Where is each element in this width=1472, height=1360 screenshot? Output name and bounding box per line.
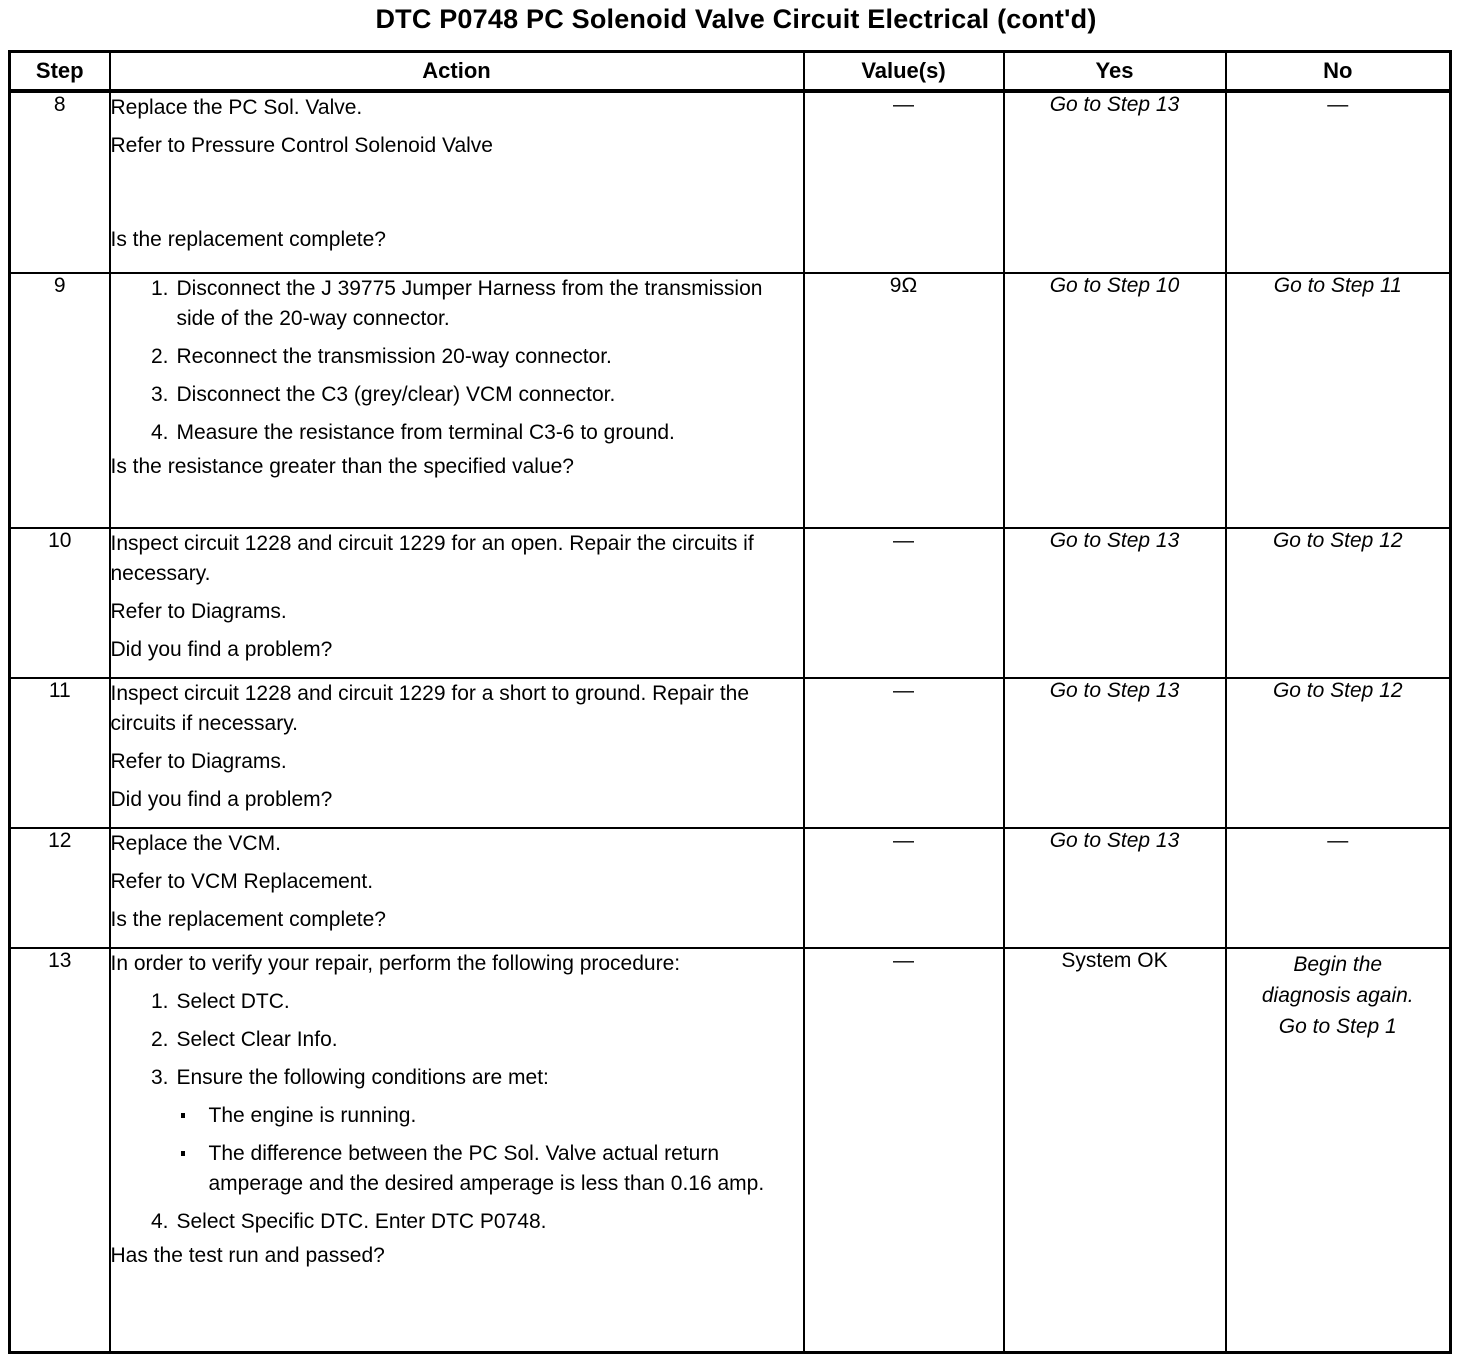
action-question: Is the replacement complete? — [110, 228, 386, 251]
value-text: — — [893, 679, 914, 702]
list-item — [111, 342, 803, 372]
table-row — [10, 528, 1451, 678]
list-number: 3. — [150, 383, 169, 406]
list-number: 1. — [150, 277, 169, 300]
no-text: — — [1327, 93, 1349, 116]
action-cell — [110, 273, 804, 528]
value-text: — — [893, 829, 914, 852]
action-question: Did you find a problem? — [110, 788, 333, 811]
column-header-action: Action — [110, 52, 804, 92]
action-question: Has the test run and passed? — [110, 1244, 385, 1267]
value-cell — [804, 528, 1004, 678]
no-cell — [1226, 828, 1451, 948]
list-item — [111, 274, 803, 334]
column-header-step: Step — [10, 52, 110, 92]
no-cell — [1226, 91, 1451, 273]
no-cell: Go to Step 12 — [1226, 678, 1451, 828]
action-cell — [110, 678, 804, 828]
condition-list — [111, 1101, 803, 1199]
yes-cell: Go to Step 13 — [1004, 828, 1226, 948]
value-cell — [804, 948, 1004, 1352]
table-row — [10, 948, 1451, 1352]
action-line: Refer to VCM Replacement. — [110, 870, 374, 893]
action-cell — [110, 948, 804, 1352]
no-cell — [1226, 948, 1451, 1352]
list-text: Select Specific DTC. Enter DTC P0748. — [176, 1210, 547, 1233]
column-header-no: No — [1226, 52, 1451, 92]
diagnostic-table — [8, 50, 1452, 1354]
page-title: DTC P0748 PC Solenoid Valve Circuit Electrical (cont'd) — [375, 4, 1097, 34]
table-row — [10, 828, 1451, 948]
action-line: Inspect circuit 1228 and circuit 1229 for an open. Repair the circuits if necessary. — [110, 532, 754, 585]
step-number: 13 — [10, 948, 110, 1352]
condition-item — [111, 1101, 803, 1131]
list-number: 4. — [150, 1210, 169, 1233]
list-item — [111, 1025, 803, 1055]
yes-cell: Go to Step 10 — [1004, 273, 1226, 528]
step-number: 12 — [10, 828, 110, 948]
table-header-row — [10, 52, 1451, 92]
column-header-yes: Yes — [1004, 52, 1226, 92]
yes-cell: Go to Step 13 — [1004, 91, 1226, 273]
action-cell — [110, 528, 804, 678]
procedure-list — [111, 1207, 803, 1237]
list-text: Disconnect the J 39775 Jumper Harness from the transmission side of the 20-way connector. — [176, 277, 763, 330]
table-row — [10, 273, 1451, 528]
table-row — [10, 91, 1451, 273]
yes-cell: Go to Step 13 — [1004, 528, 1226, 678]
condition-item — [111, 1139, 803, 1199]
no-line: Go to Step 1 — [1278, 1015, 1397, 1038]
action-line: Refer to Diagrams. — [110, 600, 287, 623]
value-cell — [804, 828, 1004, 948]
action-line: Refer to Pressure Control Solenoid Valve — [110, 134, 493, 157]
list-text: Select Clear Info. — [176, 1028, 338, 1051]
value-cell — [804, 273, 1004, 528]
step-number: 9 — [10, 273, 110, 528]
action-question: Is the replacement complete? — [110, 908, 386, 931]
procedure-list — [111, 987, 803, 1093]
no-line: diagnosis again. — [1261, 984, 1414, 1007]
action-line: Refer to Diagrams. — [110, 750, 287, 773]
list-number: 1. — [150, 990, 169, 1013]
value-text: — — [893, 529, 914, 552]
action-line: Inspect circuit 1228 and circuit 1229 for a short to ground. Repair the circuits if necessary. — [110, 682, 750, 735]
list-item — [111, 987, 803, 1017]
bullet-icon — [181, 1113, 185, 1118]
step-number: 8 — [10, 91, 110, 273]
step-number: 11 — [10, 678, 110, 828]
yes-cell: System OK — [1004, 948, 1226, 1352]
list-text: Measure the resistance from terminal C3-6 to ground. — [176, 421, 675, 444]
list-number: 2. — [150, 1028, 169, 1051]
list-item — [111, 418, 803, 448]
step-number: 10 — [10, 528, 110, 678]
action-question: Is the resistance greater than the specified value? — [110, 455, 574, 478]
no-line: Begin the — [1293, 953, 1383, 976]
yes-cell: Go to Step 13 — [1004, 678, 1226, 828]
action-intro: In order to verify your repair, perform the following procedure: — [110, 952, 681, 975]
list-item — [111, 380, 803, 410]
list-number: 3. — [150, 1066, 169, 1089]
no-text: — — [1327, 829, 1349, 852]
list-text: Ensure the following conditions are met: — [176, 1066, 549, 1089]
action-cell — [110, 828, 804, 948]
no-cell: Go to Step 11 — [1226, 273, 1451, 528]
list-number: 4. — [150, 421, 169, 444]
value-text: 9Ω — [889, 274, 918, 297]
action-line: Replace the VCM. — [110, 832, 281, 855]
value-cell — [804, 91, 1004, 273]
table-row — [10, 678, 1451, 828]
list-item — [111, 1207, 803, 1237]
list-text: Reconnect the transmission 20-way connector. — [176, 345, 612, 368]
condition-text: The difference between the PC Sol. Valve actual return amperage and the desired amperage is less than 0.16 amp. — [208, 1142, 765, 1195]
list-number: 2. — [150, 345, 169, 368]
value-text: — — [893, 93, 914, 116]
action-cell — [110, 91, 804, 273]
value-text: — — [893, 949, 914, 972]
action-line: Replace the PC Sol. Valve. — [110, 96, 363, 119]
value-cell — [804, 678, 1004, 828]
no-cell: Go to Step 12 — [1226, 528, 1451, 678]
condition-text: The engine is running. — [208, 1104, 417, 1127]
column-header-values: Value(s) — [804, 52, 1004, 92]
action-question: Did you find a problem? — [110, 638, 333, 661]
bullet-icon — [181, 1151, 185, 1156]
procedure-list — [111, 274, 803, 448]
list-text: Select DTC. — [176, 990, 290, 1013]
list-text: Disconnect the C3 (grey/clear) VCM connector. — [176, 383, 616, 406]
list-item — [111, 1063, 803, 1093]
